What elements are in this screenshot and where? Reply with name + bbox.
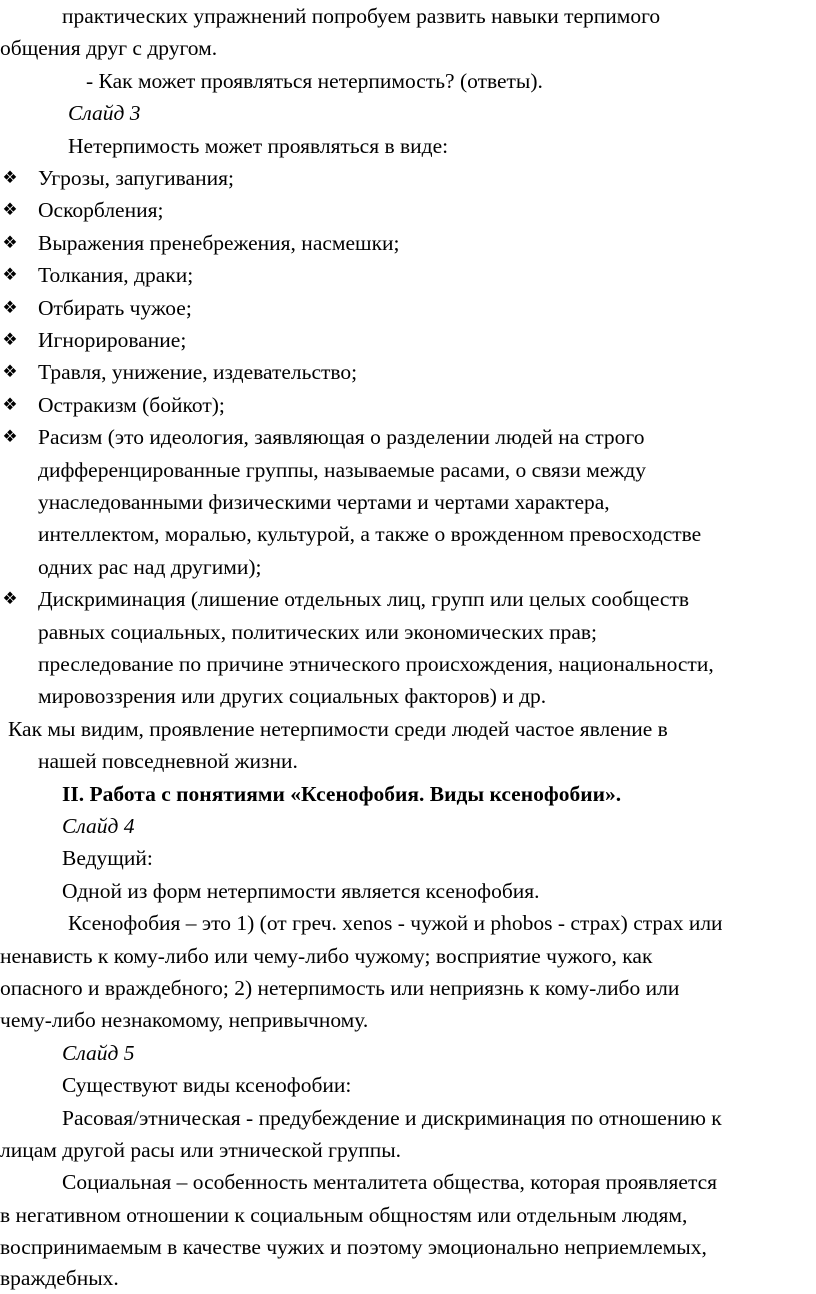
text-line: враждебных. bbox=[0, 1266, 119, 1290]
text-line: практических упражнений попробуем развить навыки терпимого bbox=[62, 4, 661, 28]
diamond-bullet-icon: ❖ bbox=[2, 362, 18, 381]
text-line: воспринимаемым в качестве чужих и поэтому эмоционально неприемлемых, bbox=[0, 1235, 707, 1259]
text-line: Ксенофобия – это 1) (от греч. xenos - чужой и phobos - страх) страх или bbox=[68, 911, 723, 935]
text-line: Расовая/этническая - предубеждение и дискриминация по отношению к bbox=[62, 1106, 722, 1130]
list-item: Отбирать чужое; bbox=[38, 296, 192, 320]
list-item: Выражения пренебрежения, насмешки; bbox=[38, 231, 400, 255]
text-line: лицам другой расы или этнической группы. bbox=[0, 1138, 402, 1162]
list-item: Толкания, драки; bbox=[38, 263, 194, 287]
list-item: Остракизм (бойкот); bbox=[38, 393, 225, 417]
text-line: Как мы видим, проявление нетерпимости среди людей частое явление в bbox=[8, 717, 668, 741]
list-item-continuation: мировоззрения или других социальных факторов) и др. bbox=[38, 684, 547, 708]
text-line: в негативном отношении к социальным общностям или отдельным людям, bbox=[0, 1203, 688, 1227]
text-line: Нетерпимость может проявляться в виде: bbox=[68, 134, 449, 158]
diamond-bullet-icon: ❖ bbox=[2, 427, 18, 446]
slide-label: Слайд 5 bbox=[62, 1041, 135, 1065]
list-item-continuation: унаследованными физическими чертами и чертами характера, bbox=[38, 490, 610, 514]
list-item: Расизм (это идеология, заявляющая о разделении людей на строго bbox=[38, 425, 645, 449]
list-item: Дискриминация (лишение отдельных лиц, групп или целых сообществ bbox=[38, 587, 690, 611]
list-item-continuation: преследование по причине этнического происхождения, национальности, bbox=[38, 652, 714, 676]
list-item: Угрозы, запугивания; bbox=[38, 166, 234, 190]
section-heading: II. Работа с понятиями «Ксенофобия. Виды ксенофобии». bbox=[62, 782, 622, 806]
diamond-bullet-icon: ❖ bbox=[2, 233, 18, 252]
list-item: Травля, унижение, издевательство; bbox=[38, 360, 358, 384]
diamond-bullet-icon: ❖ bbox=[2, 265, 18, 284]
text-line: ненависть к кому-либо или чему-либо чужому; восприятие чужого, как bbox=[0, 944, 653, 968]
text-line: Существуют виды ксенофобии: bbox=[62, 1073, 352, 1097]
list-item-continuation: интеллектом, моралью, культурой, а также о врожденном превосходстве bbox=[38, 522, 702, 546]
diamond-bullet-icon: ❖ bbox=[2, 200, 18, 219]
diamond-bullet-icon: ❖ bbox=[2, 395, 18, 414]
text-line: нашей повседневной жизни. bbox=[38, 749, 298, 773]
text-line: - Как может проявляться нетерпимость? (ответы). bbox=[86, 69, 543, 93]
diamond-bullet-icon: ❖ bbox=[2, 589, 18, 608]
text-line: общения друг с другом. bbox=[0, 36, 218, 60]
list-item: Игнорирование; bbox=[38, 328, 187, 352]
text-line: чему-либо незнакомому, непривычному. bbox=[0, 1008, 369, 1032]
list-item-continuation: одних рас над другими); bbox=[38, 555, 262, 579]
text-line: Социальная – особенность менталитета общества, которая проявляется bbox=[62, 1170, 718, 1194]
list-item: Оскорбления; bbox=[38, 198, 164, 222]
text-line: опасного и враждебного; 2) нетерпимость или неприязнь к кому-либо или bbox=[0, 976, 680, 1000]
slide-label: Слайд 4 bbox=[62, 814, 135, 838]
diamond-bullet-icon: ❖ bbox=[2, 168, 18, 187]
text-line: Ведущий: bbox=[62, 846, 153, 870]
list-item-continuation: равных социальных, политических или экономических прав; bbox=[38, 620, 597, 644]
diamond-bullet-icon: ❖ bbox=[2, 298, 18, 317]
slide-label: Слайд 3 bbox=[68, 101, 141, 125]
text-line: Одной из форм нетерпимости является ксенофобия. bbox=[62, 879, 540, 903]
diamond-bullet-icon: ❖ bbox=[2, 330, 18, 349]
list-item-continuation: дифференцированные группы, называемые расами, о связи между bbox=[38, 458, 646, 482]
